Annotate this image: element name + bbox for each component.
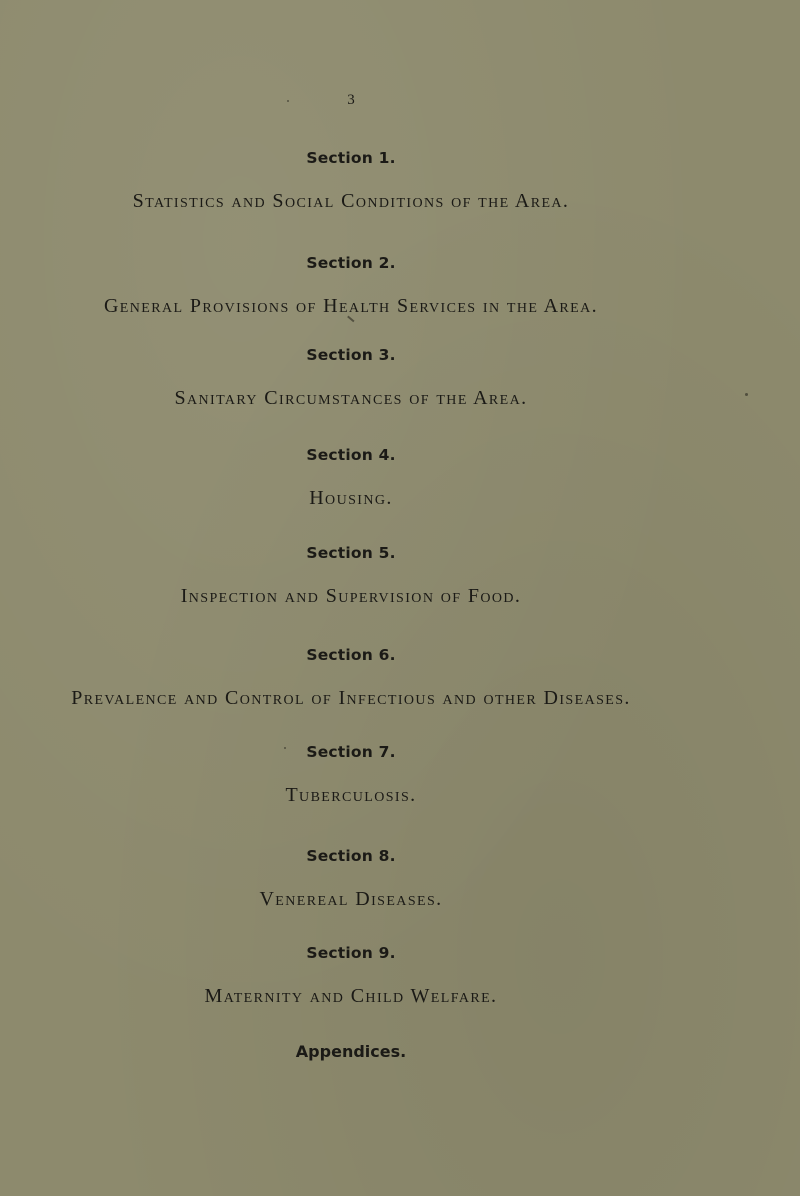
scan-speck	[745, 393, 748, 396]
section-label: Section 5.	[306, 544, 396, 562]
section-entry-7	[0, 742, 702, 807]
section-entry-8	[0, 846, 702, 911]
section-title: Prevalence and Control of Infectious and other Diseases.	[71, 687, 631, 709]
section-entry-9	[0, 943, 702, 1008]
section-title: General Provisions of Health Services in the Area.	[103, 295, 599, 317]
section-entry-3	[0, 345, 702, 410]
section-label: Section 2.	[306, 254, 396, 272]
section-label: Section 9.	[306, 944, 396, 962]
section-label: Section 1.	[306, 149, 396, 167]
section-label: Section 7.	[306, 743, 396, 761]
section-entry-1	[0, 148, 702, 213]
section-label: Section 6.	[306, 646, 396, 664]
section-title: Inspection and Supervision of Food.	[180, 585, 522, 607]
section-title: Maternity and Child Welfare.	[204, 985, 498, 1007]
section-title: Sanitary Circumstances of the Area.	[174, 387, 528, 409]
section-label: Section 3.	[306, 346, 396, 364]
section-title: Housing.	[309, 487, 393, 509]
section-title: Statistics and Social Conditions of the Area.	[132, 190, 570, 212]
scan-speck	[287, 100, 289, 102]
section-label: Section 8.	[306, 847, 396, 865]
page-number: 3	[347, 92, 355, 108]
scan-speck	[284, 747, 286, 749]
section-title: Tuberculosis.	[285, 784, 417, 806]
section-entry-5	[0, 543, 702, 608]
appendices-heading: Appendices.	[295, 1042, 407, 1061]
section-label: Section 4.	[306, 446, 396, 464]
section-entry-4	[0, 445, 702, 510]
section-entry-2	[0, 253, 702, 318]
section-entry-6	[0, 645, 702, 710]
section-title: Venereal Diseases.	[259, 888, 443, 910]
